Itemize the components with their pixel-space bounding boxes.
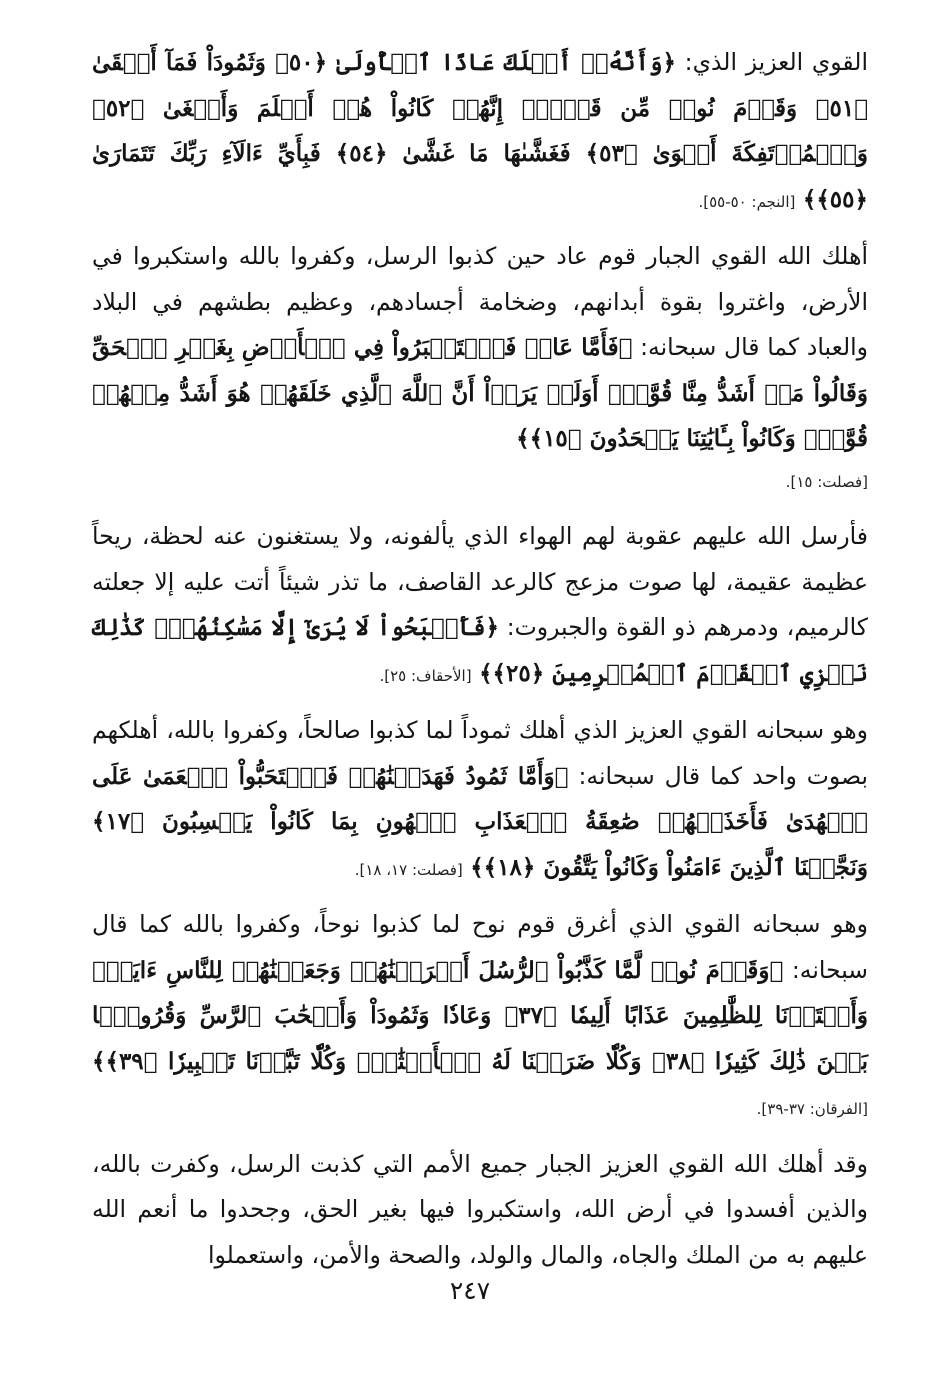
paragraph-4 (92, 708, 868, 893)
quran-verse-fussilat-15: ﴿فَأَمَّا عَادٞ فَٱسۡتَكۡبَرُواْ فِي ٱلۡأَرۡضِ بِغَيۡرِ ٱلۡحَقِّ وَقَالُواْ مَنۡ أَشَدُّ مِنَّا قُوَّةًۖ أَوَلَمۡ يَرَوۡاْ أَنَّ ٱللَّهَ ٱلَّذِي خَلَقَهُمۡ هُوَ أَشَدُّ مِنۡهُمۡ قُوَّةٗۖ وَكَانُواْ بِـَٔايَٰتِنَا يَجۡحَدُونَ ﴿١٥﴾﴾ (92, 334, 868, 452)
paragraph-2 (92, 234, 868, 505)
quran-verse-najm: ﴿وَأَنَّهُۥٓ أَهۡلَكَ عَادًا ٱلۡأُولَىٰ ﴿٥٠﴾ وَثَمُودَاْ فَمَآ أَبۡقَىٰ ﴿٥١﴾ وَقَوۡمَ نُوحٖ مِّن قَبۡلُۖ إِنَّهُمۡ كَانُواْ هُمۡ أَظۡلَمَ وَأَطۡغَىٰ ﴿٥٢﴾ وَٱلۡمُؤۡتَفِكَةَ أَهۡوَىٰ ﴿٥٣﴾ فَغَشَّىٰهَا مَا غَشَّىٰ ﴿٥٤﴾ فَبِأَيِّ ءَالَآءِ رَبِّكَ تَتَمَارَىٰ ﴿٥٥﴾﴾ (92, 49, 868, 213)
quran-verse-fussilat-17-18: ﴿وَأَمَّا ثَمُودُ فَهَدَيۡنَٰهُمۡ فَٱسۡتَحَبُّواْ ٱلۡعَمَىٰ عَلَى ٱلۡهُدَىٰ فَأَخَذَتۡهُمۡ صَٰعِقَةُ ٱلۡعَذَابِ ٱلۡهُونِ بِمَا كَانُواْ يَكۡسِبُونَ ﴿١٧﴾ وَنَجَّيۡنَا ٱلَّذِينَ ءَامَنُواْ وَكَانُواْ يَتَّقُونَ ﴿١٨﴾﴾ (92, 762, 868, 881)
verse-reference-fussilat-17-18: [فصلت: ١٧، ١٨]. (354, 860, 463, 879)
margin-pencil-mark (28, 88, 46, 158)
quran-verse-ahqaf: ﴿فَأَصۡبَحُواْ لَا يُرَىٰٓ إِلَّا مَسَٰكِنُهُمۡۚ كَذَٰلِكَ نَجۡزِي ٱلۡقَوۡمَ ٱلۡمُجۡرِمِينَ ﴿٢٥﴾﴾ (92, 614, 868, 687)
paragraph-3-text: فأرسل الله عليهم عقوبة لهم الهواء الذي يألفونه، ولا يستغنون عنه لحظة، ريحاً عظيمة عقيمة، لها صوت مزعج كالرعد القاصف، ما تذر شيئاً أتت عليه إلا جعلته كالرميم، ودمرهم ذو القوة والجبروت: (92, 522, 868, 641)
paragraph-1 (92, 40, 868, 225)
verse-reference-fussilat-15: [فصلت: ١٥]. (785, 472, 868, 491)
paragraph-5-text: وهو سبحانه القوي الذي أغرق قوم نوح لما كذبوا نوحاً، وكفروا بالله كما قال سبحانه: (92, 910, 868, 984)
paragraph-6 (92, 1142, 868, 1279)
paragraph-6-text: وقد أهلك الله القوي العزيز الجبار جميع الأمم التي كذبت الرسل، وكفرت بالله، والذين أفسدوا في أرض الله، واستكبروا فيها بغير الحق، وجحدوا ما أنعم الله عليهم به من الملك والجاه، والمال والولد، والصحة والأمن، واستعملوا (92, 1149, 868, 1269)
paragraph-5 (92, 902, 868, 1133)
paragraph-4-text: وهو سبحانه القوي العزيز الذي أهلك ثموداً لما كذبوا صالحاً، وكفروا بالله، أهلكهم بصوت واحد كما قال سبحانه: (92, 716, 868, 790)
paragraph-3 (92, 514, 868, 699)
verse-reference-ahqaf: [الأحقاف: ٢٥]. (379, 666, 472, 685)
page-body (92, 40, 868, 1287)
paragraph-1-text: القوي العزيز الذي: (675, 48, 868, 76)
quran-verse-furqan: ﴿وَقَوۡمَ نُوحٖ لَّمَّا كَذَّبُواْ ٱلرُّسُلَ أَغۡرَقۡنَٰهُمۡ وَجَعَلۡنَٰهُمۡ لِلنَّاسِ ءَايَةٗۖ وَأَعۡتَدۡنَا لِلظَّٰلِمِينَ عَذَابًا أَلِيمٗا ﴿٣٧﴾ وَعَادٗا وَثَمُودَاْ وَأَصۡحَٰبَ ٱلرَّسِّ وَقُرُونَۢا بَيۡنَ ذَٰلِكَ كَثِيرٗا ﴿٣٨﴾ وَكُلّٗا ضَرَبۡنَا لَهُ ٱلۡأَمۡثَٰلَۖ وَكُلّٗا تَبَّرۡنَا تَتۡبِيرٗا ﴿٣٩﴾﴾ (92, 956, 868, 1075)
paragraph-2-text: أهلك الله القوي الجبار قوم عاد حين كذبوا الرسل، وكفروا بالله واستكبروا في الأرض، واغتروا بقوة أبدانهم، وضخامة أجسادهم، وعظيم بطشهم في البلاد والعباد كما قال سبحانه: (92, 242, 868, 361)
verse-reference-furqan: [الفرقان: ٣٧-٣٩]. (756, 1100, 868, 1118)
verse-reference-najm: [النجم: ٥٠-٥٥]. (698, 192, 796, 211)
page-number: ٢٤٧ (449, 1276, 491, 1305)
